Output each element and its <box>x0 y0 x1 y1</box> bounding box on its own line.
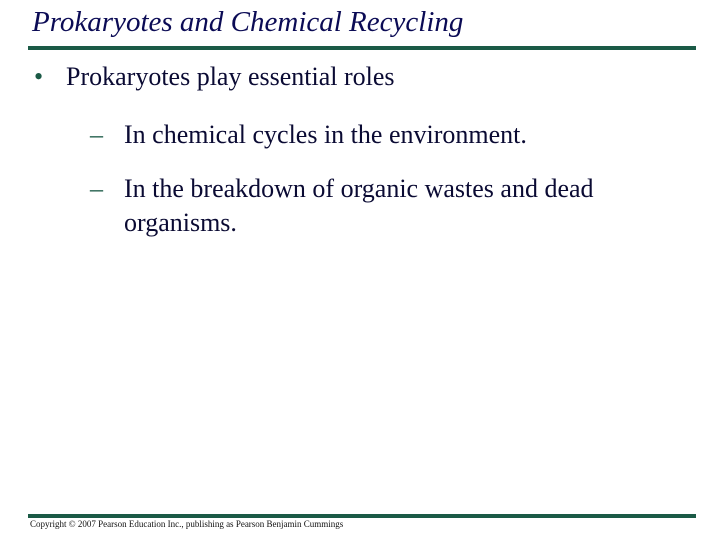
copyright-notice: Copyright © 2007 Pearson Education Inc., publishing as Pearson Benjamin Cummings <box>30 519 344 529</box>
main-bullet-text: Prokaryotes play essential roles <box>66 62 395 91</box>
main-bullet <box>34 62 395 92</box>
bullet-marker: • <box>34 62 44 91</box>
footer-divider <box>28 514 696 518</box>
sub-bullet-text: In chemical cycles in the environment. <box>124 120 527 149</box>
sub-bullet-chemical-cycles <box>90 118 664 152</box>
title-divider <box>28 46 696 50</box>
sub-bullet-marker: – <box>90 120 103 149</box>
sub-bullet-marker: – <box>90 174 103 203</box>
sub-bullet-text: In the breakdown of organic wastes and dead organisms. <box>124 174 594 237</box>
sub-bullet-breakdown <box>90 172 664 240</box>
slide-title: Prokaryotes and Chemical Recycling <box>32 6 464 38</box>
